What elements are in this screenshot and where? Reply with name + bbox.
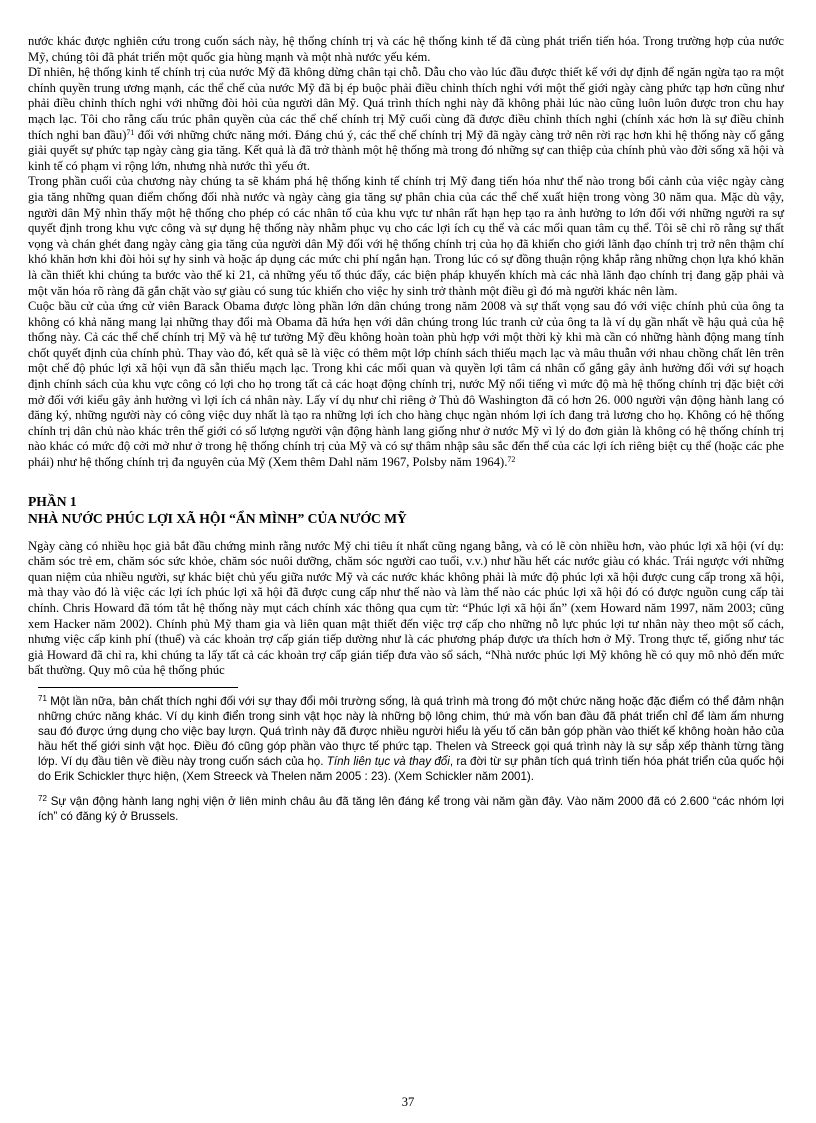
section-heading [28, 493, 784, 527]
paragraph-text: Ngày càng có nhiều học giả bắt đầu chứng minh rằng nước Mỹ chi tiêu ít nhất cũng ngang bằng, và có lẽ còn nhiều hơn, vào phúc lợi xã hội (ví dụ: chăm sóc trẻ em, chăm sóc sức khỏe, chăm sóc nuôi dưỡng, chăm sóc người cao tuổi, v.v.) như hầu hết các nước giàu có khác. Trái ngược với những quan niệm của nhiều người, sự khác biệt chủ yếu giữa nước Mỹ và các nước khác không phải là mức độ phúc lợi xã hội được cung cấp trong xã hội, mà thay vào đó là việc các lợi ích phúc lợi xã hội đã được cung cấp như thế nào và làm thế nào các phúc lợi xã hội đó có được nguồn cung cấp tài chính. Chris Howard đã tóm tắt hệ thống này mụt cách chính xác thông qua cụm từ: “Phúc lợi xã hội ẩn” (xem Howard năm 1997, năm 2003; cũng xem Hacker năm 2002). Chính phủ Mỹ tham gia và liên quan mật thiết đến việc trợ cấp cho những nỗ lực phúc lợi tư nhân này theo một số cách, nhưng việc cấp kinh phí (thuế) và các khoản trợ cấp gián tiếp dường như là các phương pháp được ưa thích hơn ở Mỹ. Trong thực tế, giống như tác giả Howard đã chỉ ra, khi chúng ta lấy tất cả các khoản trợ cấp gián tiếp đưa vào sổ sách, “Nhà nước phúc lợi Mỹ không hề có quy mô nhỏ đến mức bất thường. Quy mô của hệ thống phúc [28, 538, 784, 678]
footnote-separator [38, 687, 238, 688]
footnote-mark: 71 [38, 693, 47, 703]
section-label: PHẦN 1 [28, 493, 77, 509]
footnote-71 [38, 694, 784, 784]
footnote-text: Một lần nữa, bản chất thích nghi đối với sự thay đổi môi trường sống, là quá trình mà trong đó một chức năng hoặc đặc điểm có thể đảm nhận những chức năng khác. Ví dụ kinh điển trong sinh vật học này là những bộ lông chim, thứ mà vốn ban đầu đã phát triển chỉ để làm ấm nhưng sau đó được ứng dụng cho việc bay lượn. Quá trình này đã được nhiều người hiểu là yếu tố căn bản góp phần vào thiết kế không hoàn hảo của hầu hết thế giới sinh vật học. Điều đó cũng góp phần vào thực tế phức tạp. Thelen và Streeck gọi quá trình này là sự sắp xếp thành từng tầng lớp. Ví dụ đầu tiên về điều này trong cuốn sách của họ. [38, 694, 784, 768]
body-paragraph [28, 174, 784, 299]
footnote-text: Sự vận động hành lang nghị viện ở liên minh châu âu đã tăng lên đáng kể trong vài năm gần đây. Vào năm 2000 đã có 2.600 “các nhóm lợi ích” có đăng ký ở Brussels. [38, 794, 784, 823]
paragraph-text: nước khác được nghiên cứu trong cuốn sách này, hệ thống chính trị và các hệ thống kinh tế đã cùng phát triển tiến hóa. Trong trường hợp của nước Mỹ, chúng tôi đã phát triển một quốc gia hùng mạnh và một nhà nước yếu kém. [28, 34, 784, 64]
page-number: 37 [401, 1095, 415, 1109]
footnote-reference-71[interactable]: 71 [126, 127, 135, 137]
section-paragraph [28, 539, 784, 679]
body-paragraph [28, 65, 784, 174]
footnote-reference-72[interactable]: 72 [507, 455, 516, 465]
paragraph-text-continued: đối với những chức năng mới. Đáng chú ý, các thể chế chính trị Mỹ đã ngày càng trở nên rời rạc hơn khi hệ thống này cố gắng giải quyết sự phức tạp ngày càng gia tăng. Kết quả là đã trở thành một hệ thống mà trong đó những sự can thiệp của chính phủ vào đời sống xã hội và kinh tế có phạm vi rộng lớn, nhưng nhà nước thì yếu ớt. [28, 127, 785, 173]
paragraph-text: Cuộc bầu cử của ứng cử viên Barack Obama được lòng phần lớn dân chúng trong năm 2008 và sự thất vọng sau đó với việc chính phủ của ông ta không có khả năng mang lại những thay đổi mà Obama đã hứa hẹn với dân chúng trong lúc tranh cử của ông ta là ví dụ gần nhất về hậu quả của hệ thống này. Cả các thể chế chính trị Mỹ và hệ tư tưởng Mỹ đều không hoàn toàn phù hợp với một thời kỳ khi mà cần có những hành động mang tính chốt quyết định của chính phủ. Thay vào đó, kết quả sẽ là việc có thêm một lớp chính sách thiếu mạch lạc và mâu thuẫn với nhau chồng chất lên trên một chế độ phúc lợi xã hội vụn đã sẵn thiếu mạch lạc. Trong khi các mối quan và quyền lợi tâm cá nhân cố gắng gây ảnh hưởng đối với sự hoạch định chính sách của khu vực công có lợi cho họ trong tất cả các hoạt động chính trị, nước Mỹ nổi tiếng vì mức độ mà hệ thống chính trị đặc biệt cởi mở đối với kiểu gây ảnh hưởng vì lợi ích cá nhân này. Lấy ví dụ như chỉ riêng ở Thủ đô Washington đã có hơn 26. 000 người vận động hành lang có đăng ký, những người này có công việc duy nhất là tạo ra những lợi ích cho hàng chục ngàn nhóm lợi ích đang trả lương cho họ. Không có hệ thống chính trị dân chủ nào khác trên thế giới có số lượng người vận động hành lang giống như ở nước Mỹ vì lý do đơn giản là không có hệ thống chính trị nào khác có mức độ cởi mở như ở trong hệ thống chính trị của Mỹ và có sự thâm nhập sâu sắc đến thế của các lợi ích riêng biệt cụ thể (hoặc các phe phái) như hệ thống chính trị đa nguyên của Mỹ (Xem thêm Dahl năm 1967, Polsby năm 1964). [28, 299, 784, 470]
book-title: Tính liên tục và thay đổi [326, 754, 450, 768]
section-title: NHÀ NƯỚC PHÚC LỢI XÃ HỘI “ẨN MÌNH” CỦA NƯỚC MỸ [28, 510, 407, 526]
footnote-text-continued: , ra đời từ sự phân tích quá trình tiến hóa phát triển của quốc hội do Erik Schickler thực hiện, (Xem Streeck và Thelen năm 2005 : 23). (Xem Schickler năm 2001). [38, 754, 784, 783]
body-paragraph [28, 299, 784, 471]
footnote-72 [38, 794, 784, 824]
footnote-mark: 72 [38, 793, 47, 803]
paragraph-text: Trong phần cuối của chương này chúng ta sẽ khám phá hệ thống kinh tế chính trị Mỹ đang tiến hóa như thế nào trong bối cảnh của việc ngày càng gia tăng những quan điểm chống đối nhà nước và ngày càng gia tăng sự phân chia của các thể chế xuất hiện trong vòng 30 năm qua. Mặc dù vậy, người dân Mỹ nhìn thấy một hệ thống cho phép có các nhân tố của khu vực tư nhân rất hạn hẹp tạo ra ảnh hưởng to lớn đối với những người ra sự quyết định trong khu vực công và sự dụng hệ thống này nhằm phục vụ cho các lợi ích cụ thể và các mối quan tâm cụ thể. Tôi sẽ chỉ rõ rằng sự thất vọng và chán ghét đang ngày càng gia tăng của người dân Mỹ đối với hệ thống chính trị của họ đã khiến cho giới lãnh đạo chính trị trở nên thậm chí khó khăn hơn khi đòi hỏi sự hy sinh và hoặc áp dụng các mức chi phí ngắn hạn. Trong lúc có sự đồng thuận rộng khắp rằng những chọn lựa khó khăn là cần thiết khi chúng ta bước vào thế kỉ 21, cả những yếu tố thúc đẩy, các biện pháp khuyến khích mà các nhà lãnh đạo chính trị đang gặp phải và một văn hóa rõ ràng đã gắn chặt vào sự giàu có sung túc khiến cho việc hy sinh trở thành một điều gì đó mà người khác nên làm. [28, 174, 784, 298]
body-paragraph-continued [28, 34, 784, 65]
paragraph-text: Dĩ nhiên, hệ thống kinh tế chính trị của nước Mỹ đã không dừng chân tại chỗ. Dẫu cho vào lúc đầu được thiết kế với dự định để ngăn ngừa tạo ra một chính quyền trung ương mạnh, các thể chế của nước Mỹ đã bị ép buộc phải điều chỉnh thích nghi với một thế giới ngày càng phức tạp hơn cũng như phải điều chỉnh thích nghi với những đòi hỏi của người dân Mỹ. Quá trình thích nghi này đã không phải lúc nào cũng luôn luôn được tron chu hay mạch lạc. Tôi cho rằng cấu trúc phân quyền của các thể chế chính trị Mỹ cuối cùng đã được điều chỉnh thích nghi (chính xác hơn là sự điều chỉnh thích nghi ban đầu) [28, 65, 784, 142]
